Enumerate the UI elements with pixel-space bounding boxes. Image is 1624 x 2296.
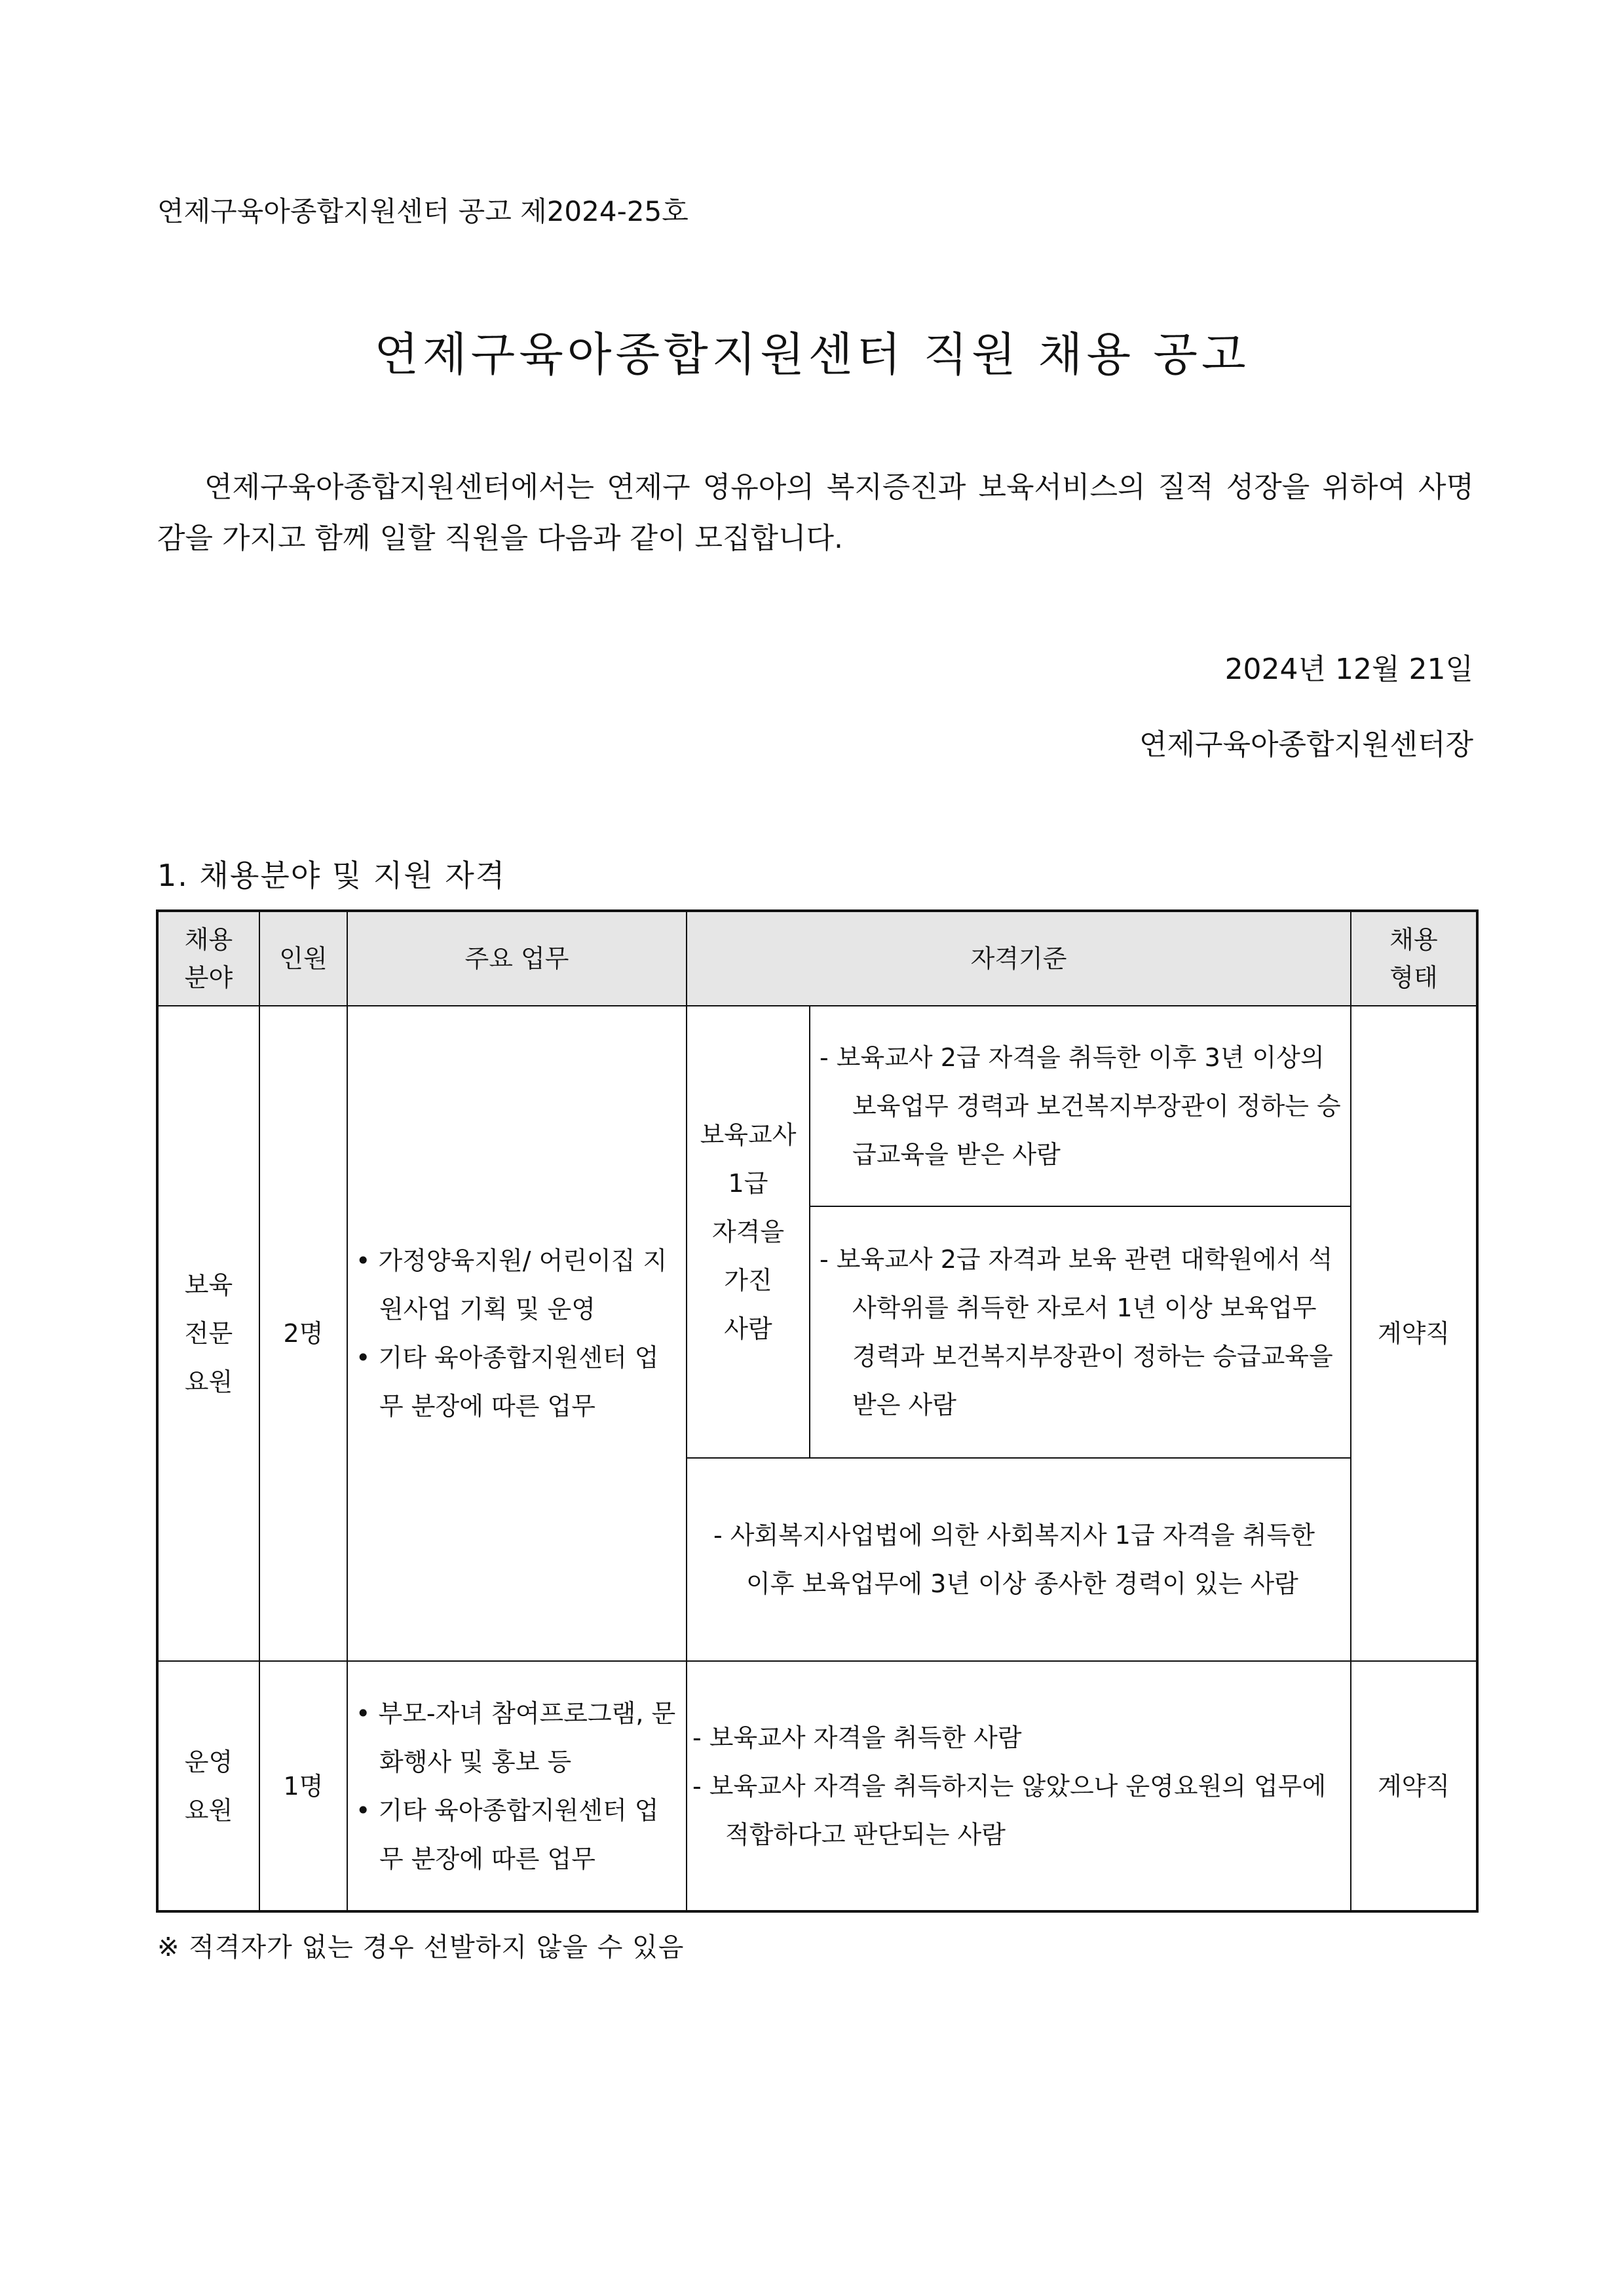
header-qualification: 자격기준	[687, 911, 1351, 1006]
table-header-row	[157, 911, 1477, 1006]
row2-qualification	[687, 1661, 1351, 1911]
row2-duty-item: • 기타 육아종합지원센터 업무 분장에 따른 업무	[356, 1795, 659, 1873]
section-title: 1. 채용분야 및 지원 자격	[157, 858, 506, 893]
row1-qual2-text: - 보육교사 2급 자격과 보육 관련 대학원에서 석사학위를 취득한 자로서 1년 이상 보육업무 경력과 보건복지부장관이 정하는 승급교육을 받은 사람	[820, 1245, 1333, 1419]
row2-field	[157, 1661, 259, 1911]
row1-field-line3: 요원	[184, 1368, 233, 1396]
row1-qual3	[687, 1458, 1351, 1661]
recruitment-table	[156, 909, 1479, 1913]
row2-headcount: 1명	[259, 1661, 347, 1911]
footnote: ※ 적격자가 없는 경우 선발하지 않을 수 있음	[157, 1932, 685, 1962]
row1-group-line2: 1급	[728, 1169, 768, 1198]
row1-field-line1: 보육	[184, 1271, 233, 1299]
row1-group-line4: 가진	[724, 1266, 772, 1295]
intro-text: 연제구육아종합지원센터에서는 연제구 영유아의 복지증진과 보육서비스의 질적 성장을 위하여 사명감을 가지고 함께 일할 직원을 다음과 같이 모집합니다.	[157, 470, 1474, 555]
header-type	[1351, 911, 1477, 1006]
row1-group-line5: 사람	[724, 1314, 772, 1343]
notice-number: 연제구육아종합지원센터 공고 제2024-25호	[157, 195, 689, 227]
row2-field-line2: 요원	[184, 1795, 233, 1825]
row1-headcount: 2명	[259, 1006, 347, 1661]
row1-duties	[347, 1006, 687, 1661]
row1-qual3-text: - 사회복지사업법에 의한 사회복지사 1급 자격을 취득한 이후 보육업무에 3년 이상 종사한 경력이 있는 사람	[713, 1521, 1315, 1598]
row2-qual1-text: - 보육교사 자격을 취득한 사람	[692, 1723, 1022, 1752]
row1-type: 계약직	[1351, 1006, 1477, 1661]
table-row	[157, 1661, 1477, 1911]
header-type-line1: 채용	[1389, 925, 1438, 954]
row2-duty-item: • 부모-자녀 참여프로그램, 문화행사 및 홍보 등	[356, 1698, 676, 1776]
row1-group-line1: 보육교사	[700, 1120, 797, 1149]
page-title: 연제구육아종합지원센터 직원 채용 공고	[374, 328, 1250, 381]
table-row	[157, 1006, 1477, 1206]
issuer-name: 연제구육아종합지원센터장	[1139, 728, 1473, 761]
notice-date: 2024년 12월 21일	[1224, 653, 1473, 686]
row1-group-line3: 자격을	[711, 1217, 785, 1246]
row1-qual-group	[687, 1006, 810, 1458]
row2-qual2-text: - 보육교사 자격을 취득하지는 않았으나 운영요원의 업무에 적합하다고 판단되는 사람	[692, 1771, 1327, 1849]
row1-qual1-text: - 보육교사 2급 자격을 취득한 이후 3년 이상의 보육업무 경력과 보건복지부장관이 정하는 승급교육을 받은 사람	[820, 1043, 1341, 1169]
row1-duty-item: • 기타 육아종합지원센터 업무 분장에 따른 업무	[356, 1343, 659, 1421]
row1-qual1	[810, 1006, 1351, 1206]
header-headcount: 인원	[259, 911, 347, 1006]
row1-qual2	[810, 1206, 1351, 1458]
row1-field	[157, 1006, 259, 1661]
row2-type: 계약직	[1351, 1661, 1477, 1911]
header-type-line2: 형태	[1389, 963, 1438, 992]
header-field	[157, 911, 259, 1006]
header-field-line2: 분야	[184, 963, 233, 992]
row1-field-line2: 전문	[184, 1319, 233, 1348]
header-duties: 주요 업무	[347, 911, 687, 1006]
header-field-line1: 채용	[184, 925, 233, 954]
row2-duties	[347, 1661, 687, 1911]
row1-duty-item: • 가정양육지원/ 어린이집 지원사업 기획 및 운영	[356, 1246, 668, 1324]
row2-field-line1: 운영	[184, 1747, 233, 1776]
intro-paragraph	[157, 462, 1474, 564]
